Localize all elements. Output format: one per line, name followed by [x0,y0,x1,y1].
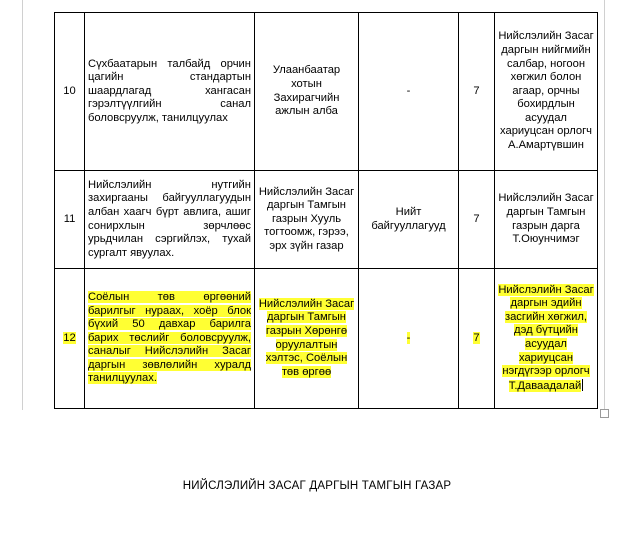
table-resize-handle[interactable] [600,409,609,418]
implementing-organization: Нийслэлийн Засаг даргын Тамгын газрын Хөрөнгө оруулалтын хэлтэс, Соёлын төв өргөө [258,297,355,378]
due-month: 7 [473,331,480,344]
partner-organization: Нийт байгууллагууд [359,171,459,269]
page-margin-left [22,0,23,410]
task-description-cell [85,269,255,409]
text-cursor [582,379,583,391]
page-margin-right [604,0,605,410]
responsible-official: Нийслэлийн Засаг даргын нийгмийн салбар, ногоон хөгжил болон агаар, орчны бохирдлын асуудал хариуцсан орлогч А.Амартүвшин [495,13,598,171]
partner-organization-cell [359,269,459,409]
row-number-cell [55,269,85,409]
responsible-official-cell[interactable] [495,269,598,409]
implementing-organization: Нийслэлийн Засаг даргын Тамгын газрын Хууль тогтоомж, гэрээ, эрх зүйн газар [255,171,359,269]
organization-footer: НИЙСЛЭЛИЙН ЗАСАГ ДАРГЫН ТАМГЫН ГАЗАР [182,480,452,492]
row-number: 11 [55,171,85,269]
due-month: 7 [459,171,495,269]
table-row [55,13,598,171]
implementing-organization-cell [255,269,359,409]
partner-organization: - [406,331,411,344]
responsible-official: Нийслэлийн Засаг даргын Тамгын газрын дарга Т.Оюунчимэг [495,171,598,269]
task-description: Соёлын төв өргөөний барилгыг нураах, хоёр блок бүхий 50 давхар барилга барих төслийг боловсруулж, саналыг Нийслэлийн Засаг даргын зөвлөлийн хуралд танилцуулах. [88,290,251,385]
row-number: 10 [55,13,85,171]
table-row [55,171,598,269]
table-row [55,269,598,409]
row-number: 12 [63,331,76,344]
task-description: Сүхбаатарын талбайд орчин цагийн стандартын шаардлагад хангасан гэрэлтүүлгийн санал боловсруулж, танилцуулах [85,13,255,171]
due-month: 7 [459,13,495,171]
responsible-official: Нийслэлийн Засаг даргын эдийн засгийн хөгжил, дэд бүтцийн асуудал хариуцсан нэгдүгээр орлогч Т.Даваадалай [498,283,594,392]
implementing-organization: Улаанбаатар хотын Захирагчийн ажлын алба [255,13,359,171]
task-description: Нийслэлийн нутгийн захиргааны байгууллагуудын албан хаагч бүрт авлига, ашиг сонирхлын зөрчлөөс урьдчилан сэргийлэх, тухай сургалт явуулах. [85,171,255,269]
partner-organization: - [359,13,459,171]
plan-table [54,12,598,409]
due-month-cell [459,269,495,409]
